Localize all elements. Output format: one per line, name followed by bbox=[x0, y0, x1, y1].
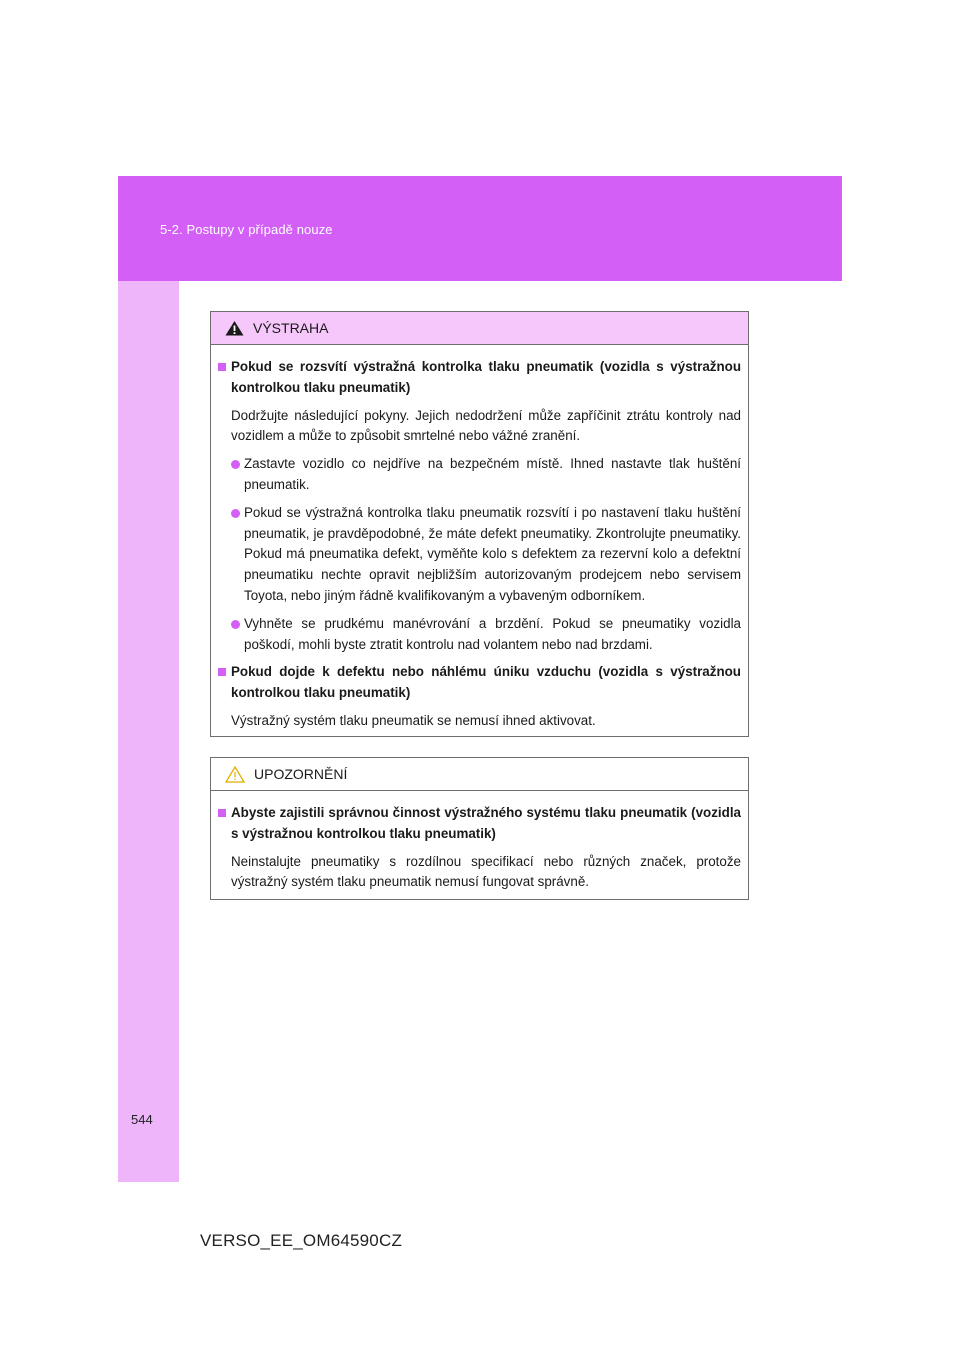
notice-box bbox=[210, 757, 749, 900]
page-number: 544 bbox=[131, 1112, 153, 1127]
warning-box bbox=[210, 311, 749, 737]
warning-box-header bbox=[211, 312, 748, 345]
notice-body bbox=[211, 791, 748, 893]
warning-title: VÝSTRAHA bbox=[253, 320, 329, 336]
warning-heading-2: Pokud dojde k defektu nebo náhlému úniku vzduchu (vozidla s výstražnou kontrolkou tlaku pneumatik) bbox=[218, 662, 741, 704]
bullet-dot-icon bbox=[231, 460, 240, 469]
list-item: Pokud se výstražná kontrolka tlaku pneumatik rozsvítí i po nastavení tlaku huštění pneumatik, je pravděpodobné, že máte defekt pneumatiky. Zkontrolujte pneumatiky. Pokud má pneumatika defekt, vyměňte kolo s defektem za rezervní kolo a defektní pneumatiku nechte opravit nejbližším autorizovaným prodejcem nebo servisem Toyota, nebo jiným řádně kvalifikovaným a vybaveným odborníkem. bbox=[231, 503, 741, 607]
section-square-icon bbox=[218, 668, 226, 676]
section-square-icon bbox=[218, 809, 226, 817]
caution-triangle-outline-icon bbox=[225, 766, 245, 783]
list-item: Zastavte vozidlo co nejdříve na bezpečném místě. Ihned nastavte tlak huštění pneumatik. bbox=[231, 454, 741, 496]
warning-heading-1: Pokud se rozsvítí výstražná kontrolka tlaku pneumatik (vozidla s výstražnou kontrolkou tlaku pneumatik) bbox=[218, 357, 741, 399]
side-strip bbox=[118, 281, 179, 1182]
bullet-dot-icon bbox=[231, 620, 240, 629]
document-code: VERSO_EE_OM64590CZ bbox=[200, 1231, 403, 1250]
list-item: Vyhněte se prudkému manévrování a brzdění. Pokud se pneumatiky vozidla poškodí, mohli byste ztratit kontrolu nad volantem nebo nad brzdami. bbox=[231, 614, 741, 656]
bullet-dot-icon bbox=[231, 509, 240, 518]
section-title: 5-2. Postupy v případě nouze bbox=[160, 222, 333, 237]
warning-text-2: Výstražný systém tlaku pneumatik se nemusí ihned aktivovat. bbox=[231, 712, 596, 728]
notice-heading-1: Abyste zajistili správnou činnost výstražného systému tlaku pneumatik (vozidla s výstražnou kontrolkou tlaku pneumatik) bbox=[218, 803, 741, 845]
warning-triangle-filled-icon bbox=[225, 320, 244, 336]
warning-text-1: Dodržujte následující pokyny. Jejich nedodržení může zapříčinit ztrátu kontroly nad vozidlem a může to způsobit smrtelné nebo vážné zranění. bbox=[231, 407, 741, 444]
section-square-icon bbox=[218, 363, 226, 371]
notice-title: UPOZORNĚNÍ bbox=[254, 766, 348, 782]
warning-body bbox=[211, 345, 748, 732]
notice-text-1: Neinstalujte pneumatiky s rozdílnou specifikací nebo různých značek, protože výstražný systém tlaku pneumatik nemusí fungovat správně. bbox=[231, 853, 741, 890]
notice-box-header bbox=[211, 758, 748, 791]
